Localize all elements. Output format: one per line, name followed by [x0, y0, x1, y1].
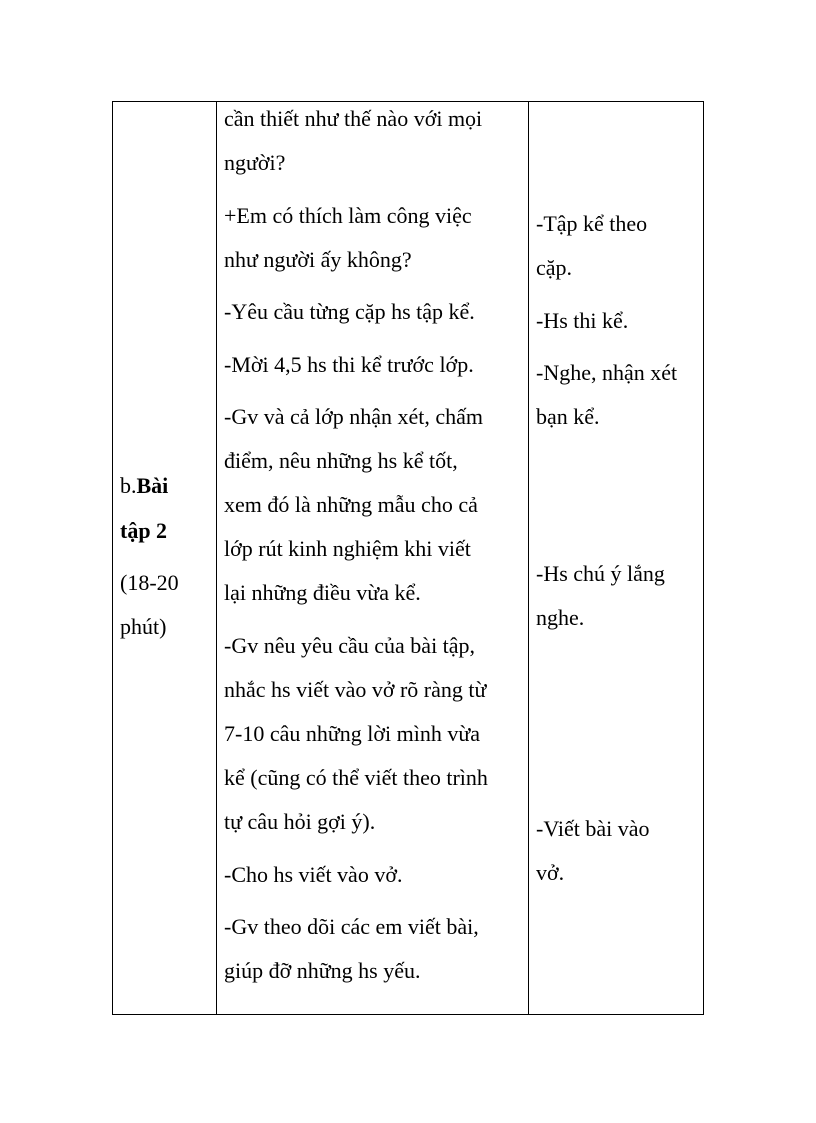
teacher-line: +Em có thích làm công việc — [224, 203, 472, 228]
teacher-line: -Gv theo dõi các em viết bài, — [224, 914, 479, 939]
teacher-line: -Gv và cả lớp nhận xét, chấm — [224, 404, 484, 429]
teacher-line: 7-10 câu những lời mình vừa — [224, 721, 481, 746]
teacher-line: xem đó là những mẫu cho cả — [224, 492, 478, 517]
teacher-line: lại những điều vừa kể. — [224, 580, 421, 605]
column-divider-2 — [528, 102, 529, 1014]
teacher-line: -Gv nêu yêu cầu của bài tập, — [224, 633, 476, 658]
student-line: -Hs chú ý lắng — [536, 561, 665, 586]
student-line: bạn kể. — [536, 404, 600, 429]
student-line: -Tập kể theo — [536, 211, 648, 236]
student-line: -Viết bài vào — [536, 816, 650, 841]
duration-line1: (18-20 — [120, 570, 179, 595]
teacher-line: giúp đỡ những hs yếu. — [224, 958, 421, 983]
teacher-line: lớp rút kinh nghiệm khi viết — [224, 536, 471, 561]
student-line: -Nghe, nhận xét — [536, 360, 678, 385]
column-divider-1 — [216, 102, 217, 1014]
student-line: -Hs thi kể. — [536, 308, 629, 333]
section-title-line2: tập 2 — [120, 518, 168, 543]
teacher-line: nhắc hs viết vào vở rõ ràng từ — [224, 677, 487, 702]
teacher-line: -Cho hs viết vào vở. — [224, 862, 403, 887]
teacher-line: kể (cũng có thể viết theo trình — [224, 765, 488, 790]
student-line: nghe. — [536, 605, 585, 630]
section-title — [120, 472, 168, 500]
teacher-line: cần thiết như thế nào với mọi — [224, 106, 483, 131]
lesson-plan-table — [112, 101, 704, 1015]
section-title-line1: Bài — [136, 473, 169, 498]
teacher-line: như người ấy không? — [224, 247, 412, 272]
student-line: vở. — [536, 860, 565, 885]
student-line: cặp. — [536, 255, 573, 280]
teacher-line: điểm, nêu những hs kể tốt, — [224, 448, 458, 473]
section-prefix: b. — [120, 473, 137, 498]
duration-line2: phút) — [120, 614, 167, 639]
teacher-line: người? — [224, 150, 286, 175]
teacher-line: tự câu hỏi gợi ý). — [224, 809, 376, 834]
teacher-line: -Yêu cầu từng cặp hs tập kể. — [224, 299, 475, 324]
teacher-line: -Mời 4,5 hs thi kể trước lớp. — [224, 352, 474, 377]
